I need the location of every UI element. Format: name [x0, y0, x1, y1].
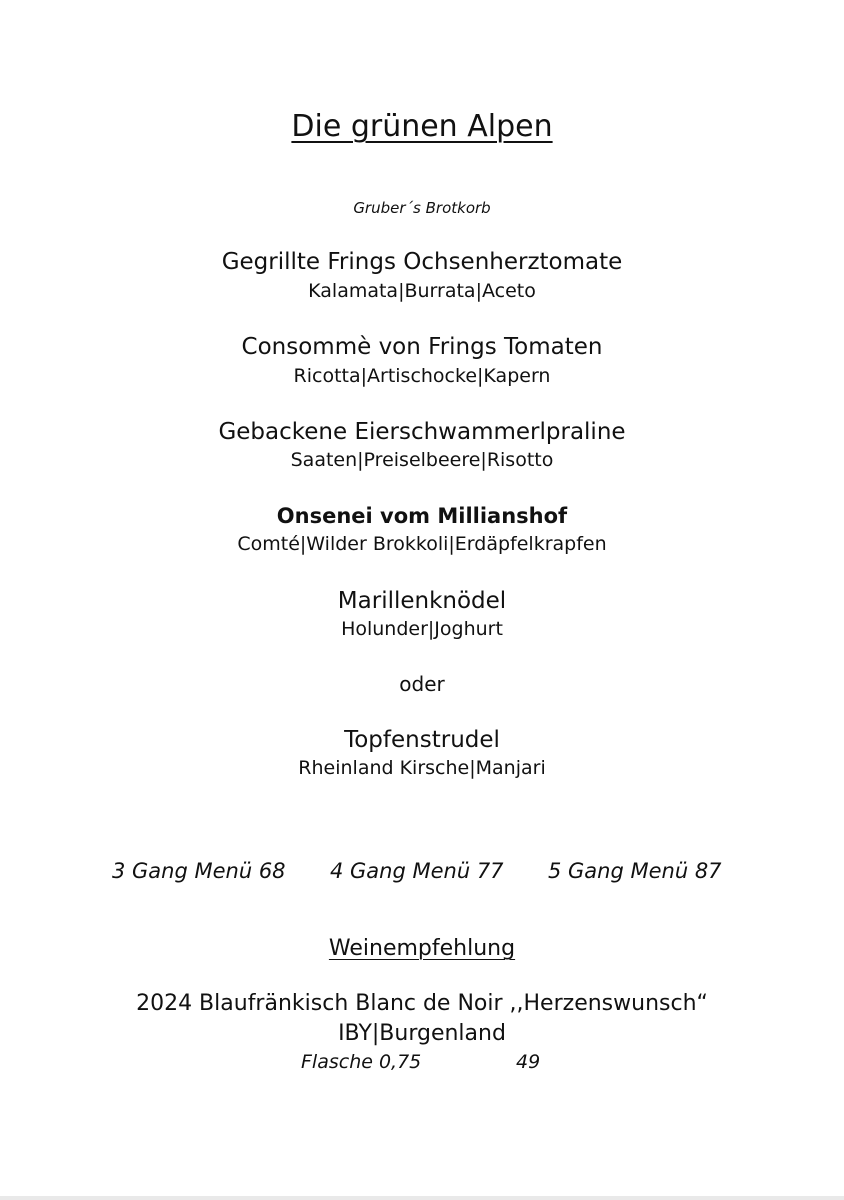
- dish-2-sides: Ricotta|Artischocke|Kapern: [293, 365, 551, 387]
- dish-1-name: Gegrillte Frings Ochsenherztomate: [221, 249, 623, 275]
- dish-6-name: Topfenstrudel: [344, 727, 500, 753]
- dish-1-sides: Kalamata|Burrata|Aceto: [308, 280, 536, 302]
- alternative-separator: oder: [399, 672, 445, 696]
- bread-basket-line: Gruber´s Brotkorb: [353, 199, 491, 217]
- wine-bottle-row: [0, 1053, 844, 1075]
- dish-2-name: Consommè von Frings Tomaten: [241, 334, 603, 360]
- wine-producer: IBY|Burgenland: [338, 1021, 506, 1046]
- dish-5-sides: Holunder|Joghurt: [341, 618, 503, 640]
- dish-5-name: Marillenknödel: [337, 588, 507, 614]
- dish-3-name: Gebackene Eierschwammerlpraline: [218, 419, 626, 445]
- price-three-course: 3 Gang Menü 68: [112, 859, 286, 883]
- page-bottom-edge: [0, 1196, 844, 1200]
- dish-4-sides: Comté|Wilder Brokkoli|Erdäpfelkrapfen: [237, 533, 607, 555]
- price-four-course: 4 Gang Menü 77: [330, 859, 504, 883]
- menu-title: Die grünen Alpen: [291, 109, 553, 144]
- price-five-course: 5 Gang Menü 87: [548, 859, 722, 883]
- bottle-price: 49: [516, 1051, 541, 1073]
- dish-3-sides: Saaten|Preiselbeere|Risotto: [290, 449, 554, 471]
- menu-prices: [0, 861, 844, 885]
- bottle-size-label: Flasche 0,75: [301, 1051, 422, 1073]
- wine-recommendation-heading: Weinempfehlung: [328, 936, 516, 961]
- wine-name: 2024 Blaufränkisch Blanc de Noir ,,Herzenswunsch“: [136, 991, 708, 1016]
- dish-6-sides: Rheinland Kirsche|Manjari: [298, 757, 546, 779]
- dish-4-name: Onsenei vom Millianshof: [276, 504, 568, 528]
